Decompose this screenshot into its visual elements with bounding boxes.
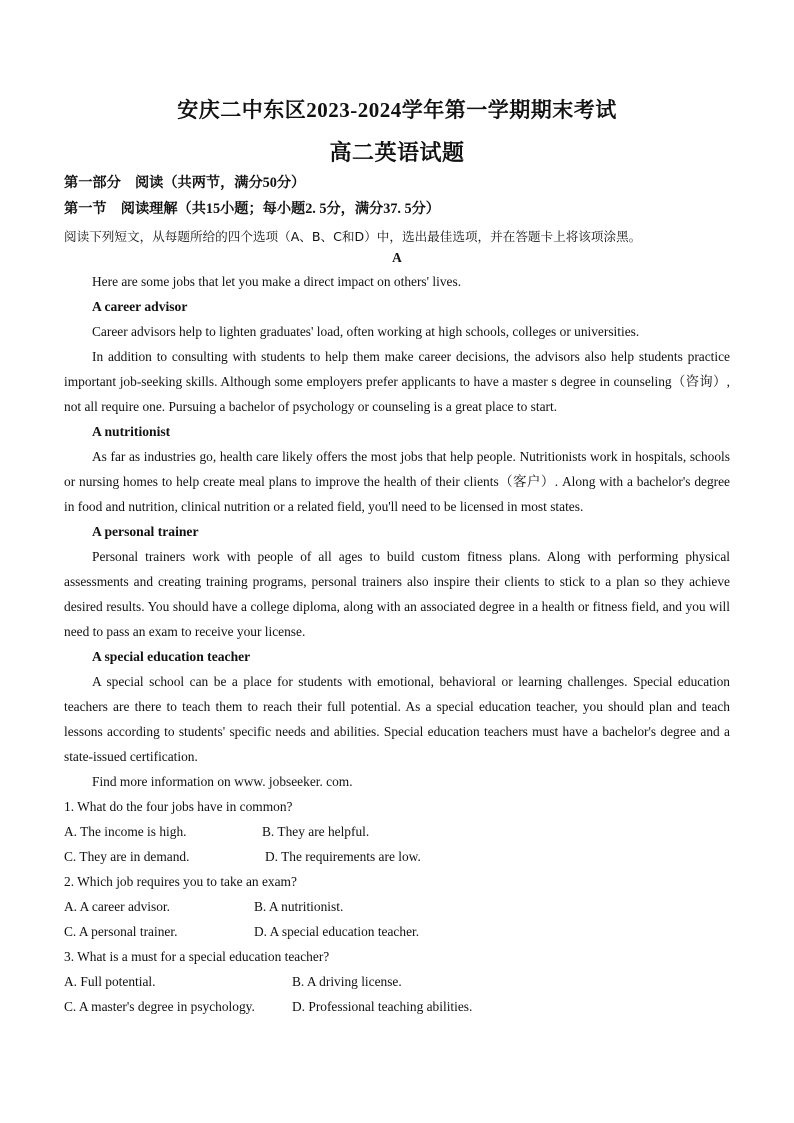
job-title-nutritionist: A nutritionist — [92, 424, 171, 439]
paragraph: In addition to consulting with students to help them make career decisions, the advisors also help students practice important job-seeking skills. Although some employers prefer applicants to have a master s degree in counseling（咨询）, not all require one. Pursuing a bachelor of psychology or counseling is a great place to start. — [64, 349, 730, 414]
q1-option-c: C. They are in demand. — [64, 849, 190, 864]
q3-option-c: C. A master's degree in psychology. — [64, 999, 255, 1014]
q1-option-d: D. The requirements are low. — [265, 849, 421, 864]
q2-option-a: A. A career advisor. — [64, 899, 170, 914]
q2-option-c: C. A personal trainer. — [64, 924, 178, 939]
job-body-special-education-teacher — [64, 669, 730, 769]
job-title-personal-trainer: A personal trainer — [92, 524, 199, 539]
section-heading: 第一节 阅读理解（共15小题；每小题2. 5分，满分37. 5分） — [64, 201, 440, 217]
job-title-special-education-teacher: A special education teacher — [92, 649, 251, 664]
passage-footer — [64, 769, 730, 794]
instruction-text: 阅读下列短文，从每题所给的四个选项（A、B、C和D）中，选出最佳选项，并在答题卡上将该项涂黑。 — [64, 229, 642, 244]
question-1-stem: 1. What do the four jobs have in common? — [64, 799, 293, 814]
part-heading: 第一部分 阅读（共两节，满分50分） — [64, 175, 306, 191]
q1-option-a: A. The income is high. — [64, 824, 187, 839]
job-body-personal-trainer — [64, 544, 730, 644]
q1-option-b: B. They are helpful. — [262, 824, 370, 839]
exam-title: 安庆二中东区2023-2024学年第一学期期末考试 — [177, 98, 617, 122]
paragraph: Personal trainers work with people of all ages to build custom fitness plans. Along with performing physical assessments and creating training programs, personal trainers also inspire their clients to stick to a plan so they achieve desired results. You should have a college diploma, along with an associated degree in a health or fitness field, and you will need to pass an exam to receive your license. — [64, 549, 730, 639]
job-body-career-advisor — [64, 319, 730, 419]
exam-subtitle: 高二英语试题 — [329, 140, 465, 165]
question-2-stem: 2. Which job requires you to take an exam? — [64, 874, 297, 889]
intro-text: Here are some jobs that let you make a direct impact on others' lives. — [92, 274, 462, 289]
q3-option-d: D. Professional teaching abilities. — [292, 999, 473, 1014]
passage-intro — [64, 269, 730, 294]
paragraph: As far as industries go, health care likely offers the most jobs that help people. Nutritionists work in hospitals, schools or nursing homes to help create meal plans to improve the health of their clients（客户）. Along with a bachelor's degree in food and nutrition, clinical nutrition or a related field, you'll need to be licensed in most states. — [64, 449, 730, 514]
q2-option-b: B. A nutritionist. — [254, 899, 344, 914]
q3-option-a: A. Full potential. — [64, 974, 156, 989]
q2-option-d: D. A special education teacher. — [254, 924, 420, 939]
passage-label: A — [392, 250, 402, 265]
job-body-nutritionist — [64, 444, 730, 519]
q3-option-b: B. A driving license. — [292, 974, 402, 989]
paragraph: A special school can be a place for students with emotional, behavioral or learning challenges. Special education teachers are there to teach them to reach their full potential. As a special education teacher, you should plan and teach lessons according to students' specific needs and abilities. Special education teachers must have a bachelor's degree and a state-issued certification. — [64, 674, 730, 764]
paragraph: Career advisors help to lighten graduates' load, often working at high schools, colleges or universities. — [92, 324, 640, 339]
question-3-stem: 3. What is a must for a special education teacher? — [64, 949, 330, 964]
job-title-career-advisor: A career advisor — [92, 299, 188, 314]
footer-text: Find more information on www. jobseeker. com. — [92, 774, 353, 789]
